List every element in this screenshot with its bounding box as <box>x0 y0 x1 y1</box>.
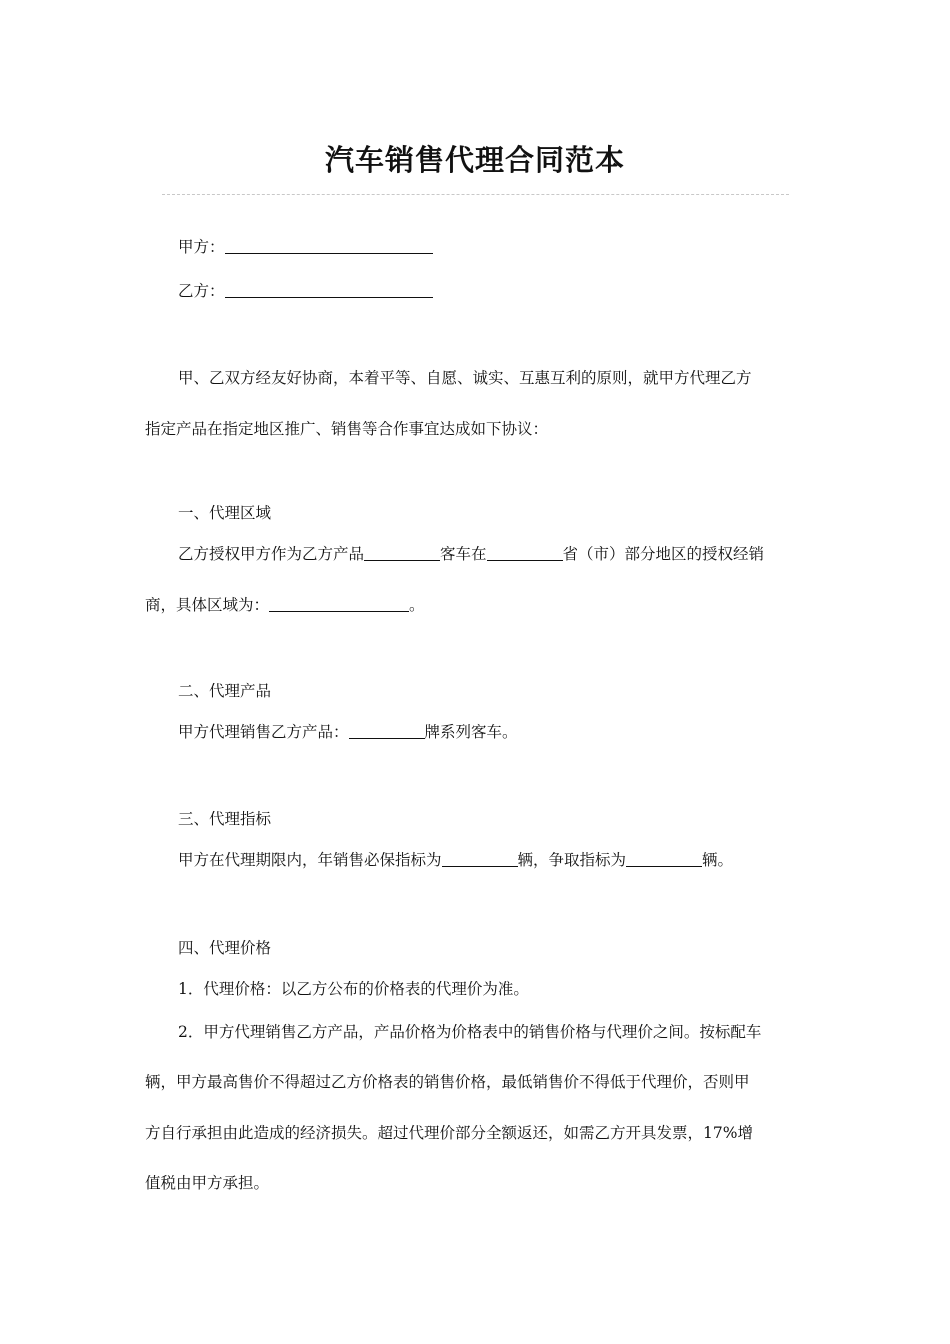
section-4-item-2-line-2: 辆，甲方最高售价不得超过乙方价格表的销售价格，最低销售价不得低于代理价，否则甲 <box>145 1073 750 1091</box>
intro-line-2: 指定产品在指定地区推广、销售等合作事宜达成如下协议： <box>145 420 549 438</box>
party-a-line <box>178 236 838 258</box>
s2-text-a: 甲方代理销售乙方产品： <box>178 723 349 741</box>
section-4-item-2-line-3: 方自行承担由此造成的经济损失。超过代理价部分全额返还，如需乙方开具发票，17%增 <box>145 1124 753 1142</box>
s1-text-b: 客车在 <box>440 545 487 563</box>
section-1-heading: 一、代理区域 <box>178 504 272 522</box>
party-b-label: 乙方： <box>178 282 225 300</box>
party-a-label: 甲方： <box>178 238 225 256</box>
s3-text-a: 甲方在代理期限内，年销售必保指标为 <box>178 851 442 869</box>
s1-text-a: 乙方授权甲方作为乙方产品 <box>178 545 365 563</box>
party-b-blank[interactable] <box>225 281 433 298</box>
s2-text-b: 牌系列客车。 <box>424 723 518 741</box>
guaranteed-target-blank[interactable] <box>442 850 518 867</box>
section-4-item-2-line-4: 值税由甲方承担。 <box>145 1174 270 1192</box>
brand-blank[interactable] <box>349 722 425 739</box>
stretch-target-blank[interactable] <box>626 850 702 867</box>
title-divider <box>162 194 789 195</box>
s1-text-c: 省（市）部分地区的授权经销 <box>562 545 765 563</box>
s1-text-e: 。 <box>409 596 425 614</box>
section-4-item-1: 1．代理价格：以乙方公布的价格表的代理价为准。 <box>178 980 529 998</box>
section-3-heading: 三、代理指标 <box>178 810 272 828</box>
page-title: 汽车销售代理合同范本 <box>324 143 625 177</box>
s1-text-d: 商，具体区域为： <box>145 596 270 614</box>
product-blank[interactable] <box>364 544 440 561</box>
section-1-line-1 <box>178 543 838 565</box>
section-4-item-2-line-1: 2．甲方代理销售乙方产品，产品价格为价格表中的销售价格与代理价之间。按标配车 <box>178 1023 762 1041</box>
section-2-line-1 <box>178 721 838 743</box>
section-3-line-1 <box>178 849 838 871</box>
intro-line-1: 甲、乙双方经友好协商，本着平等、自愿、诚实、互惠互利的原则，就甲方代理乙方 <box>178 369 752 387</box>
province-blank[interactable] <box>487 544 563 561</box>
section-2-heading: 二、代理产品 <box>178 682 272 700</box>
section-4-heading: 四、代理价格 <box>178 939 272 957</box>
party-b-line <box>178 280 838 302</box>
s3-text-c: 辆。 <box>702 851 734 869</box>
s3-text-b: 辆，争取指标为 <box>517 851 627 869</box>
party-a-blank[interactable] <box>225 237 433 254</box>
region-blank[interactable] <box>269 595 409 612</box>
section-1-line-2 <box>145 594 805 616</box>
